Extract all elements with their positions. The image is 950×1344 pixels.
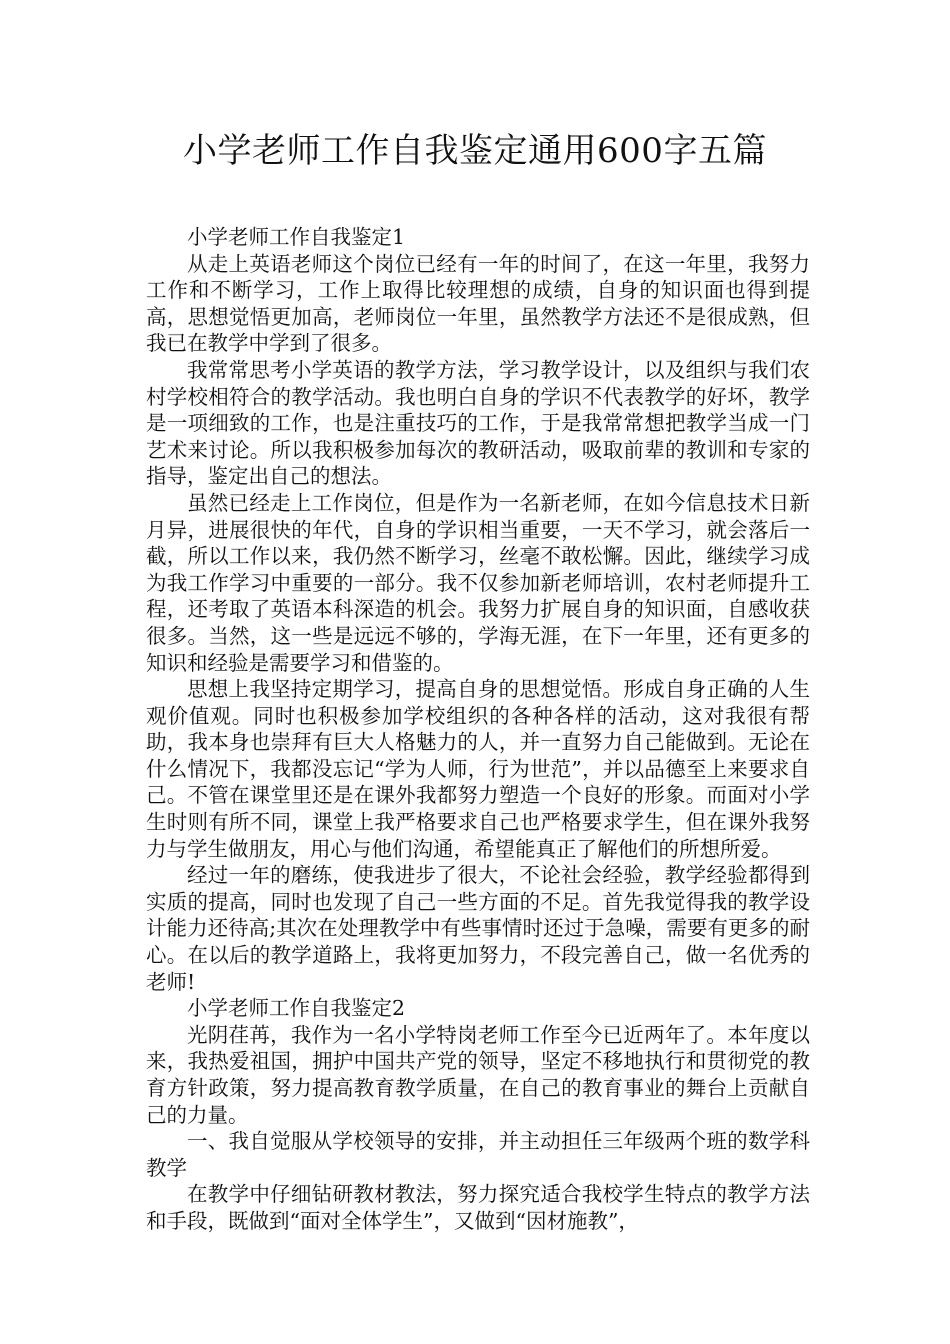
paragraph: 经过一年的磨练，使我进步了很大，不论社会经验，教学经验都得到实质的提高，同时也发现了自己一些方面的不足。首先我觉得我的教学设计能力还待高;其次在处理教学中有些事情时还过于急噪，需要有更多的耐心。在以后的教学道路上，我将更加努力，不段完善自己，做一名优秀的老师! xyxy=(146,863,810,994)
document-body xyxy=(146,224,810,1235)
paragraph: 光阴荏苒，我作为一名小学特岗老师工作至今已近两年了。本年度以来，我热爱祖国，拥护中国共产党的领导，坚定不移地执行和贯彻党的教育方针政策，努力提高教育教学质量，在自己的教育事业的舞台上贡献自己的力量。 xyxy=(146,1022,810,1127)
paragraph: 从走上英语老师这个岗位已经有一年的时间了，在这一年里，我努力工作和不断学习，工作上取得比较理想的成绩，自身的知识面也得到提高，思想觉悟更加高，老师岗位一年里，虽然教学方法还不是很成熟，但我已在教学中学到了很多。 xyxy=(146,251,810,356)
document-title: 小学老师工作自我鉴定通用600字五篇 xyxy=(183,131,767,171)
paragraph: 在教学中仔细钻研教材教法，努力探究适合我校学生特点的教学方法和手段，既做到“面对全体学生”，又做到“因材施教”， xyxy=(146,1182,810,1233)
section-heading-2: 小学老师工作自我鉴定2 xyxy=(187,996,406,1021)
paragraph: 我常常思考小学英语的教学方法，学习教学设计，以及组织与我们农村学校相符合的教学活动。我也明白自身的学识不代表教学的好坏，教学是一项细致的工作，也是注重技巧的工作，于是我常常想把教学当成一门艺术来讨论。所以我积极参加每次的教研活动，吸取前辈的教训和专家的指导，鉴定出自己的想法。 xyxy=(146,357,810,489)
section-heading-1: 小学老师工作自我鉴定1 xyxy=(187,225,406,249)
paragraph: 思想上我坚持定期学习，提高自身的思想觉悟。形成自身正确的人生观价值观。同时也积极参加学校组织的各种各样的活动，这对我很有帮助，我本身也崇拜有巨大人格魅力的人，并一直努力自己能做到。无论在什么情况下，我都没忘记“学为人师，行为世范”，并以品德至上来要求自己。不管在课堂里还是在课外我都努力塑造一个良好的形象。而面对小学生时则有所不同，课堂上我严格要求自己也严格要求学生，但在课外我努力与学生做朋友，用心与他们沟通，希望能真正了解他们的所想所爱。 xyxy=(146,677,810,861)
paragraph: 虽然已经走上工作岗位，但是作为一名新老师，在如今信息技术日新月异，进展很快的年代，自身的学识相当重要，一天不学习，就会落后一截，所以工作以来，我仍然不断学习，丝毫不敢松懈。因此，继续学习成为我工作学习中重要的一部分。我不仅参加新老师培训，农村老师提升工程，还考取了英语本科深造的机会。我努力扩展自身的知识面，自感收获很多。当然，这一些是远远不够的，学海无涯，在下一年里，还有更多的知识和经验是需要学习和借鉴的。 xyxy=(146,490,810,675)
paragraph: 一、我自觉服从学校领导的安排，并主动担任三年级两个班的数学科教学 xyxy=(146,1129,810,1180)
